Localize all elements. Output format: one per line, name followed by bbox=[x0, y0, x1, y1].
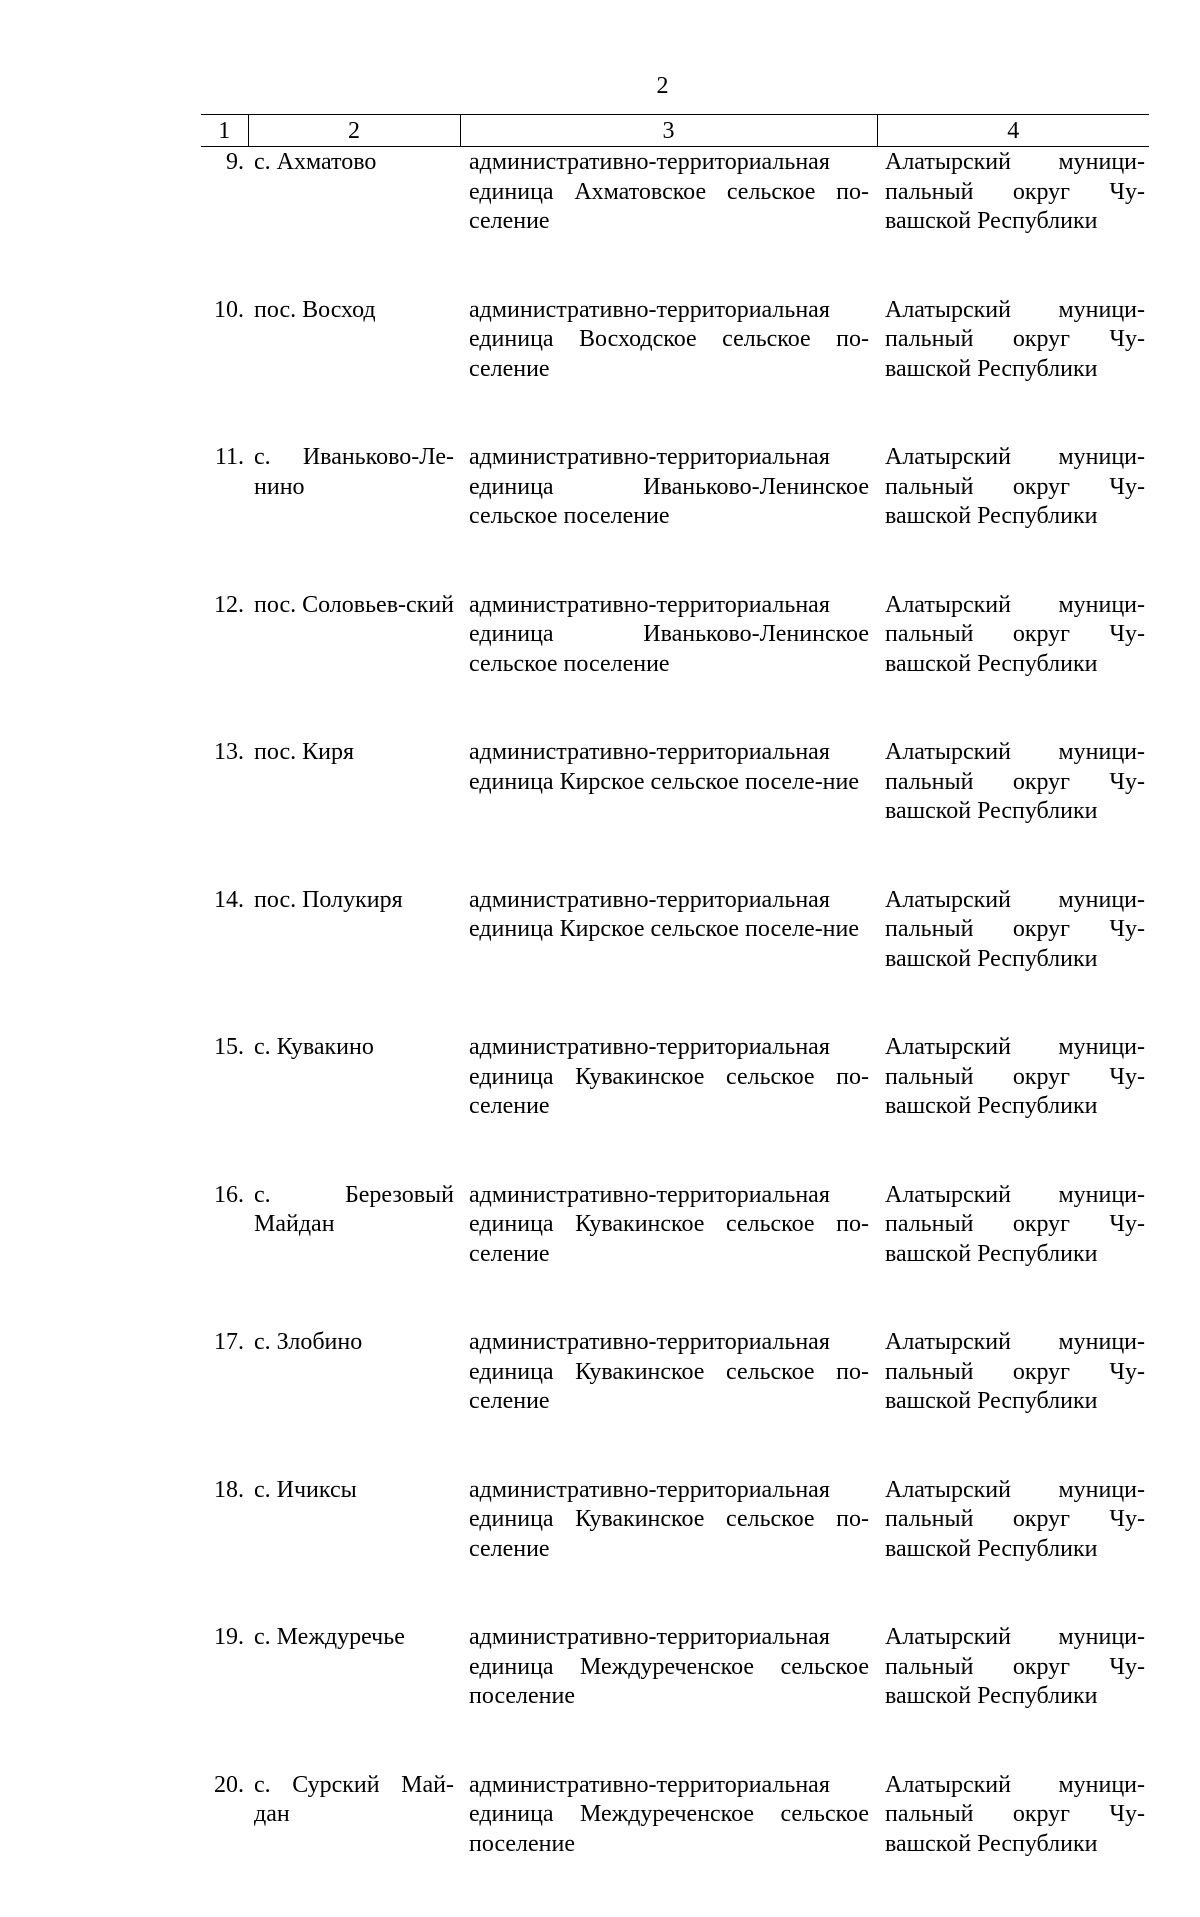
administrative-unit: административно-территориальная единица Иваньково-Ленинское сельское поселение bbox=[460, 442, 877, 590]
table-row bbox=[201, 590, 1149, 738]
settlement-name: с. Ичиксы bbox=[248, 1475, 460, 1623]
row-number: 9. bbox=[201, 147, 248, 295]
table-row bbox=[201, 295, 1149, 443]
municipal-district: Алатырский муници-пальный округ Чу-вашской Республики bbox=[877, 1180, 1149, 1328]
settlement-name: пос. Полукиря bbox=[248, 885, 460, 1033]
settlements-table bbox=[201, 114, 1149, 1917]
table-row bbox=[201, 147, 1149, 295]
row-number: 16. bbox=[201, 1180, 248, 1328]
municipal-district: Алатырский муници-пальный округ Чу-вашской Республики bbox=[877, 590, 1149, 738]
municipal-district: Алатырский муници-пальный округ Чу-вашской Республики bbox=[877, 295, 1149, 443]
administrative-unit: административно-территориальная единица Кирское сельское поселе-ние bbox=[460, 737, 877, 885]
row-number: 13. bbox=[201, 737, 248, 885]
administrative-unit: административно-территориальная единица Иваньково-Ленинское сельское поселение bbox=[460, 590, 877, 738]
settlement-name: с. Сурский Май-дан bbox=[248, 1770, 460, 1917]
table-row bbox=[201, 1622, 1149, 1770]
municipal-district: Алатырский муници-пальный округ Чу-вашской Республики bbox=[877, 442, 1149, 590]
table-row bbox=[201, 1475, 1149, 1623]
municipal-district: Алатырский муници-пальный округ Чу-вашской Республики bbox=[877, 1475, 1149, 1623]
municipal-district: Алатырский муници-пальный округ Чу-вашской Республики bbox=[877, 1032, 1149, 1180]
settlement-name: с. Злобино bbox=[248, 1327, 460, 1475]
settlement-name: пос. Соловьев-ский bbox=[248, 590, 460, 738]
column-header-4: 4 bbox=[877, 115, 1149, 147]
settlement-name: с. Березовый Майдан bbox=[248, 1180, 460, 1328]
municipal-district: Алатырский муници-пальный округ Чу-вашской Республики bbox=[877, 1622, 1149, 1770]
administrative-unit: административно-территориальная единица Восходское сельское по-селение bbox=[460, 295, 877, 443]
table-row bbox=[201, 442, 1149, 590]
row-number: 14. bbox=[201, 885, 248, 1033]
row-number: 10. bbox=[201, 295, 248, 443]
settlement-name: с. Междуречье bbox=[248, 1622, 460, 1770]
municipal-district: Алатырский муници-пальный округ Чу-вашской Республики bbox=[877, 1770, 1149, 1917]
administrative-unit: административно-территориальная единица Ахматовское сельское по-селение bbox=[460, 147, 877, 295]
administrative-unit: административно-территориальная единица Междуреченское сельское поселение bbox=[460, 1622, 877, 1770]
row-number: 19. bbox=[201, 1622, 248, 1770]
settlement-name: пос. Киря bbox=[248, 737, 460, 885]
row-number: 15. bbox=[201, 1032, 248, 1180]
municipal-district: Алатырский муници-пальный округ Чу-вашской Республики bbox=[877, 885, 1149, 1033]
row-number: 11. bbox=[201, 442, 248, 590]
column-header-3: 3 bbox=[460, 115, 877, 147]
settlement-name: с. Иваньково-Ле-нино bbox=[248, 442, 460, 590]
page-number: 2 bbox=[0, 72, 1200, 100]
settlement-name: пос. Восход bbox=[248, 295, 460, 443]
municipal-district: Алатырский муници-пальный округ Чу-вашской Республики bbox=[877, 147, 1149, 295]
settlement-name: с. Кувакино bbox=[248, 1032, 460, 1180]
municipal-district: Алатырский муници-пальный округ Чу-вашской Республики bbox=[877, 737, 1149, 885]
table-header-row bbox=[201, 115, 1149, 147]
table-row bbox=[201, 1770, 1149, 1917]
administrative-unit: административно-территориальная единица Междуреченское сельское поселение bbox=[460, 1770, 877, 1917]
column-header-2: 2 bbox=[248, 115, 460, 147]
settlement-name: с. Ахматово bbox=[248, 147, 460, 295]
municipal-district: Алатырский муници-пальный округ Чу-вашской Республики bbox=[877, 1327, 1149, 1475]
column-header-1: 1 bbox=[201, 115, 248, 147]
table-row bbox=[201, 885, 1149, 1033]
row-number: 17. bbox=[201, 1327, 248, 1475]
table-row bbox=[201, 1327, 1149, 1475]
table-row bbox=[201, 1032, 1149, 1180]
administrative-unit: административно-территориальная единица Кувакинское сельское по-селение bbox=[460, 1180, 877, 1328]
table-row bbox=[201, 1180, 1149, 1328]
administrative-unit: административно-территориальная единица Кувакинское сельское по-селение bbox=[460, 1475, 877, 1623]
administrative-unit: административно-территориальная единица Кувакинское сельское по-селение bbox=[460, 1327, 877, 1475]
administrative-unit: административно-территориальная единица Кирское сельское поселе-ние bbox=[460, 885, 877, 1033]
row-number: 18. bbox=[201, 1475, 248, 1623]
row-number: 20. bbox=[201, 1770, 248, 1917]
administrative-unit: административно-территориальная единица Кувакинское сельское по-селение bbox=[460, 1032, 877, 1180]
row-number: 12. bbox=[201, 590, 248, 738]
table-row bbox=[201, 737, 1149, 885]
